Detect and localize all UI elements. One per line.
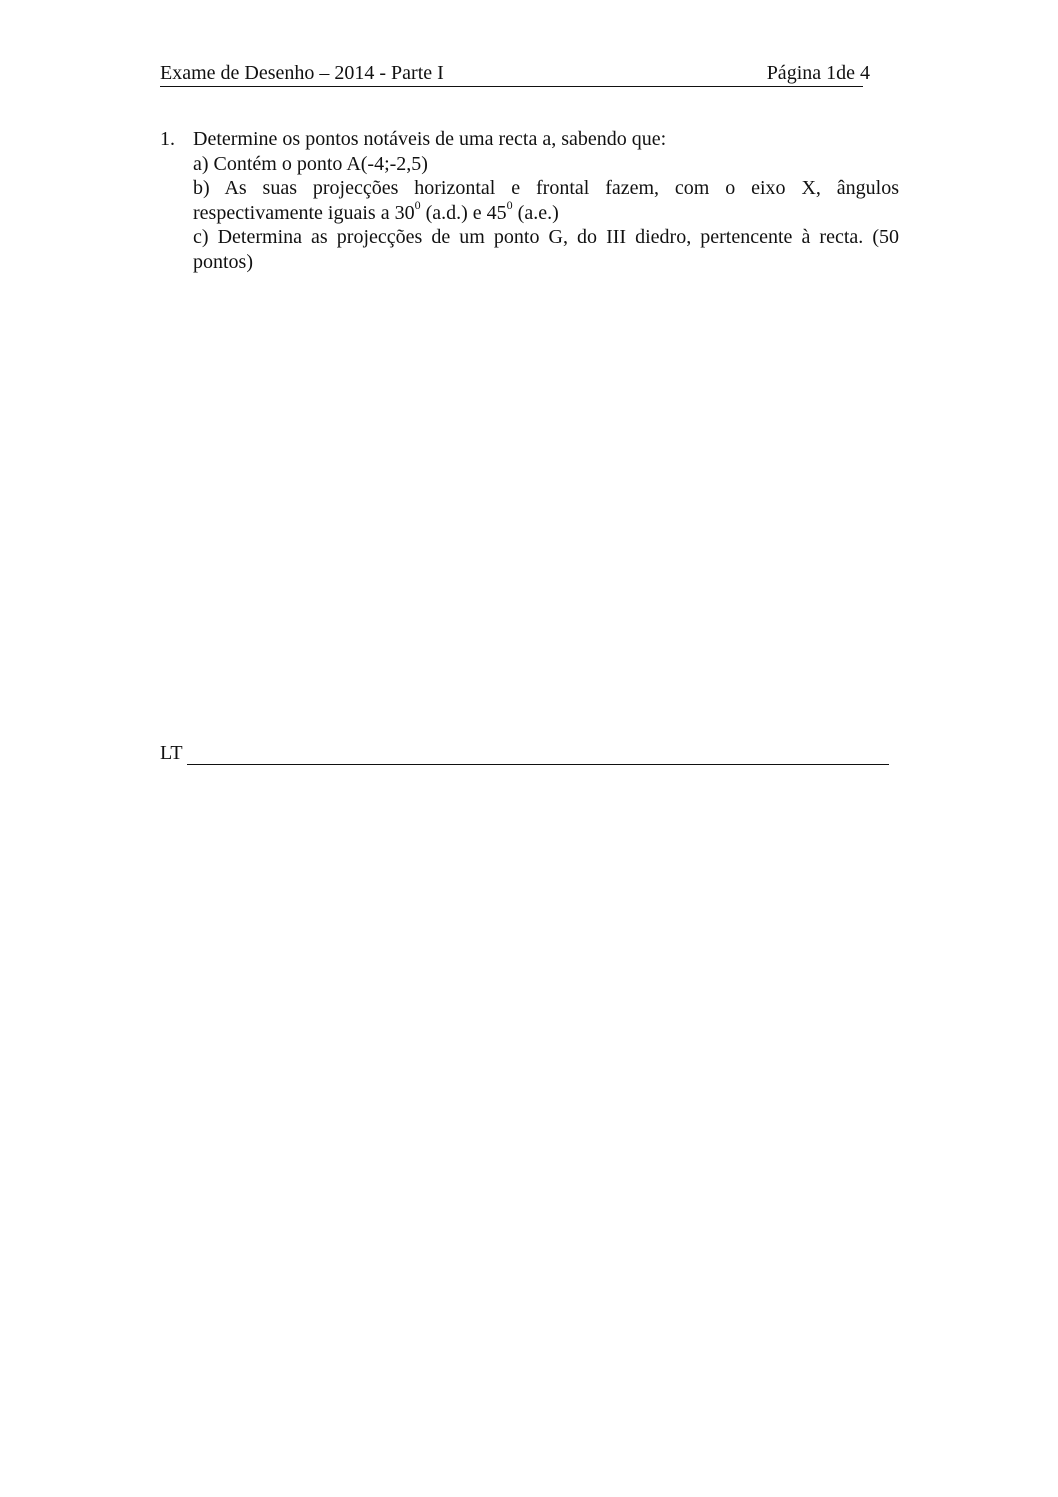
item-b-text-1: b) As suas projecções horizontal e frontal fazem, com o eixo X, ângulos respectivamente iguais a 30 [193,177,899,224]
question-intro: Determine os pontos notáveis de uma recta a, sabendo que: [193,128,667,150]
question-1 [160,127,900,274]
page-header [160,62,872,90]
question-body [193,127,899,274]
page-number: Página 1de 4 [766,62,870,84]
exam-title: Exame de Desenho – 2014 - Parte I [160,62,444,84]
item-b-text-3: (a.e.) [512,201,559,224]
item-b-text-2: (a.d.) e 45 [420,201,507,224]
degree-superscript-2: 0 [506,197,513,212]
item-b [193,176,899,225]
ground-line [160,742,890,766]
item-c: c) Determina as projecções de um ponto G, do III diedro, pertencente à recta. (50 pontos) [193,226,899,273]
ground-line-label: LT [160,742,183,764]
degree-superscript-1: 0 [414,197,421,212]
ground-line-rule [187,764,889,765]
question-number: 1. [160,128,175,150]
header-rule [160,86,863,87]
item-a: a) Contém o ponto A(-4;-2,5) [193,152,428,175]
